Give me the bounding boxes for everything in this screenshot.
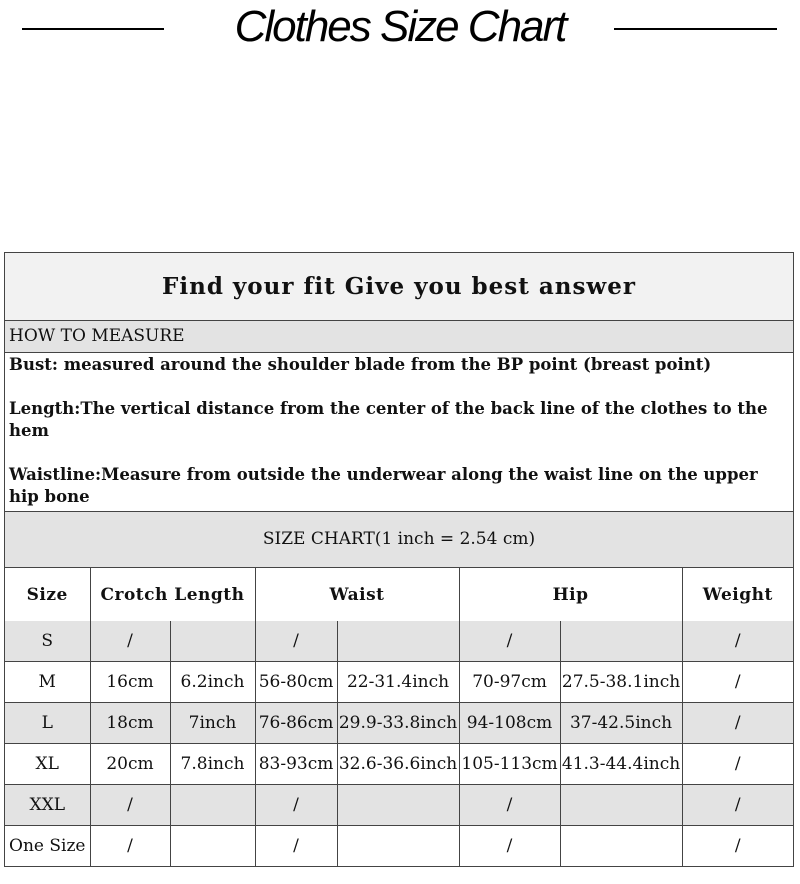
cell-crotch-cm: 16cm xyxy=(90,662,170,703)
page-title: Clothes Size Chart xyxy=(234,2,566,51)
measure-instructions xyxy=(5,353,793,512)
cell-waist-cm: 76-86cm xyxy=(255,703,337,744)
cell-hip-in xyxy=(560,621,682,662)
cell-hip-in: 27.5-38.1inch xyxy=(560,662,682,703)
waistline-instruction: Waistline:Measure from outside the underwear along the waist line on the upper hip bone xyxy=(9,465,758,506)
cell-hip-cm: / xyxy=(459,621,560,662)
cell-waist-cm: / xyxy=(255,785,337,826)
cell-hip-in xyxy=(560,826,682,867)
table-row xyxy=(5,662,793,703)
cell-waist-cm: 83-93cm xyxy=(255,744,337,785)
cell-size: One Size xyxy=(5,826,90,867)
cell-size: L xyxy=(5,703,90,744)
cell-hip-cm: / xyxy=(459,826,560,867)
table-row xyxy=(5,744,793,785)
cell-waist-in: 32.6-36.6inch xyxy=(337,744,459,785)
cell-crotch-cm: / xyxy=(90,826,170,867)
size-chart-heading: SIZE CHART(1 inch = 2.54 cm) xyxy=(5,512,793,568)
page-header xyxy=(0,0,800,60)
cell-waist-in xyxy=(337,826,459,867)
cell-weight: / xyxy=(682,621,793,662)
cell-weight: / xyxy=(682,826,793,867)
cell-hip-cm: / xyxy=(459,785,560,826)
table-row xyxy=(5,785,793,826)
cell-crotch-cm: 20cm xyxy=(90,744,170,785)
cell-crotch-in: 7.8inch xyxy=(170,744,255,785)
length-instruction: Length:The vertical distance from the center of the back line of the clothes to the hem xyxy=(9,399,768,440)
size-chart-card xyxy=(4,252,794,867)
cell-crotch-in: 7inch xyxy=(170,703,255,744)
cell-waist-in xyxy=(337,785,459,826)
cell-weight: / xyxy=(682,662,793,703)
cell-crotch-in: 6.2inch xyxy=(170,662,255,703)
cell-waist-in xyxy=(337,621,459,662)
cell-hip-cm: 70-97cm xyxy=(459,662,560,703)
table-row xyxy=(5,826,793,867)
cell-crotch-in xyxy=(170,621,255,662)
cell-waist-cm: / xyxy=(255,621,337,662)
column-header-weight: Weight xyxy=(682,568,793,621)
cell-crotch-cm: 18cm xyxy=(90,703,170,744)
cell-size: XL xyxy=(5,744,90,785)
column-header-crotch-length: Crotch Length xyxy=(90,568,255,621)
cell-waist-in: 29.9-33.8inch xyxy=(337,703,459,744)
cell-hip-cm: 105-113cm xyxy=(459,744,560,785)
cell-hip-in: 41.3-44.4inch xyxy=(560,744,682,785)
cell-waist-cm: 56-80cm xyxy=(255,662,337,703)
cell-size: S xyxy=(5,621,90,662)
title-rule-right xyxy=(614,28,777,30)
cell-size: XXL xyxy=(5,785,90,826)
table-header-row xyxy=(5,568,793,621)
cell-crotch-cm: / xyxy=(90,621,170,662)
cell-weight: / xyxy=(682,785,793,826)
table-row xyxy=(5,703,793,744)
column-header-waist: Waist xyxy=(255,568,459,621)
column-header-hip: Hip xyxy=(459,568,682,621)
cell-weight: / xyxy=(682,703,793,744)
cell-waist-in: 22-31.4inch xyxy=(337,662,459,703)
cell-hip-in: 37-42.5inch xyxy=(560,703,682,744)
cell-hip-cm: 94-108cm xyxy=(459,703,560,744)
cell-hip-in xyxy=(560,785,682,826)
cell-crotch-in xyxy=(170,826,255,867)
tagline: Find your fit Give you best answer xyxy=(5,253,793,321)
cell-size: M xyxy=(5,662,90,703)
table-row xyxy=(5,621,793,662)
column-header-size: Size xyxy=(5,568,90,621)
how-to-measure-heading: HOW TO MEASURE xyxy=(5,321,793,353)
cell-crotch-cm: / xyxy=(90,785,170,826)
bust-instruction: Bust: measured around the shoulder blade from the BP point (breast point) xyxy=(9,355,712,374)
cell-waist-cm: / xyxy=(255,826,337,867)
cell-crotch-in xyxy=(170,785,255,826)
cell-weight: / xyxy=(682,744,793,785)
size-table xyxy=(5,568,793,866)
